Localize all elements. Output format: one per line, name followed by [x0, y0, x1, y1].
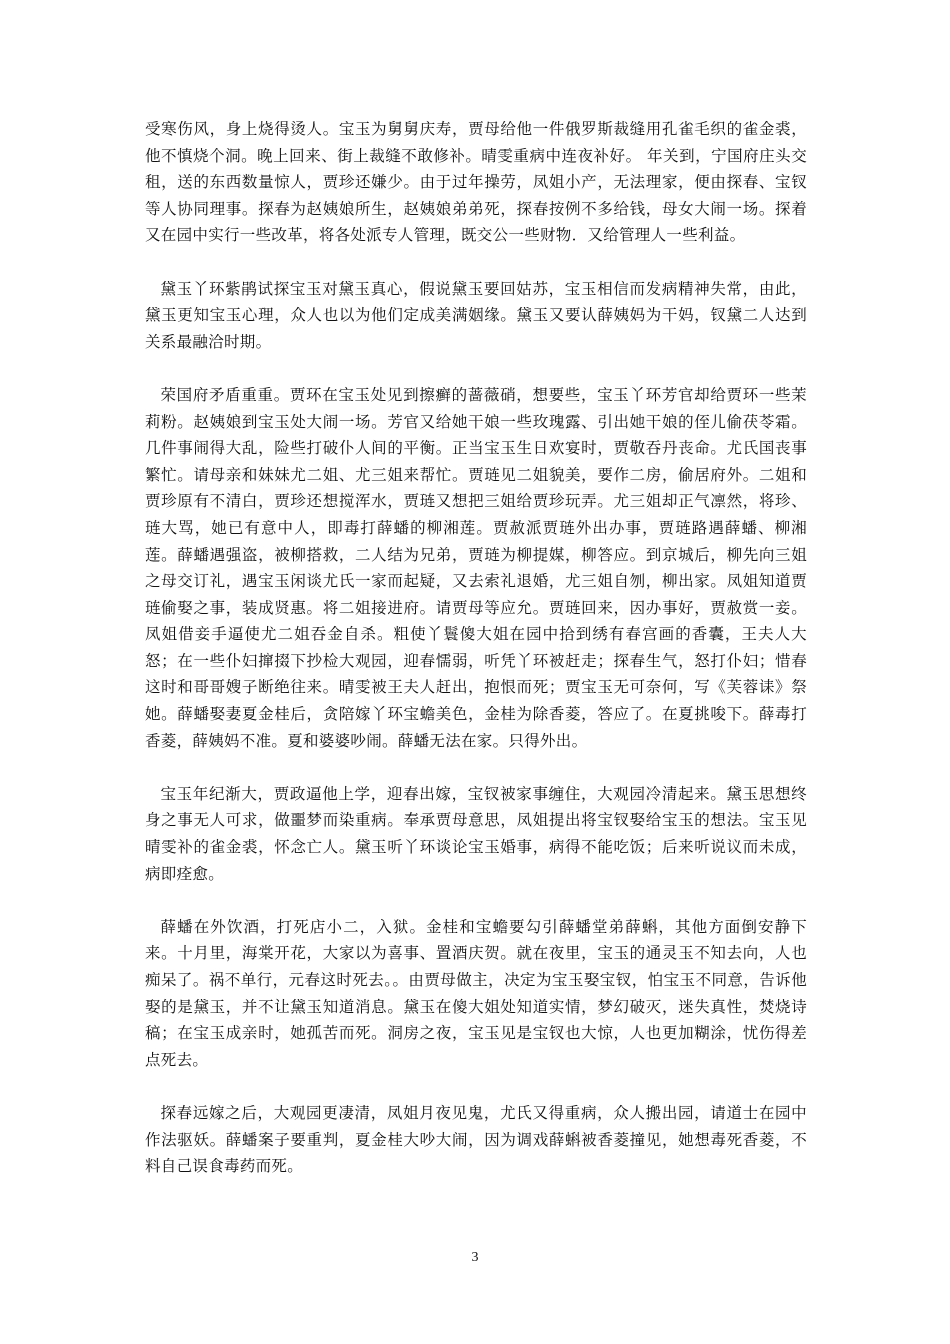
paragraph-2: 黛玉丫环紫鹃试探宝玉对黛玉真心，假说黛玉要回姑苏，宝玉相信而发病精神失常，由此，黛玉更知宝玉心理，众人也以为他们定成美满姻缘。黛玉又要认薛姨妈为干妈，钗黛二人达到关系最融洽时期。	[145, 279, 807, 351]
paragraph-5: 薛蟠在外饮酒，打死店小二，入狱。金桂和宝蟾要勾引薛蟠堂弟薛蝌，其他方面倒安静下来。十月里，海棠开花，大家以为喜事、置酒庆贺。就在夜里，宝玉的通灵玉不知去向，人也痴呆了。祸不单行，元春这时死去。。由贾母做主，决定为宝玉娶宝钗，怕宝玉不同意，告诉他娶的是黛玉，并不让黛玉知道消息。黛玉在傻大姐处知道实情，梦幻破灭，迷失真性，焚烧诗稿；在宝玉成亲时，她孤苦而死。洞房之夜，宝玉见是宝钗也大惊，人也更加糊涂，忧伤得差点死去。	[145, 917, 807, 1069]
paragraph-4: 宝玉年纪渐大，贾政逼他上学，迎春出嫁，宝钗被家事缠住，大观园冷清起来。黛玉思想终身之事无人可求，做噩梦而染重病。奉承贾母意思，凤姐提出将宝钗娶给宝玉的想法。宝玉见晴雯补的雀金裘，怀念亡人。黛玉听丫环谈论宝玉婚事，病得不能吃饭；后来听说议而未成，病即痊愈。	[145, 784, 807, 883]
paragraph-6: 探春远嫁之后，大观园更凄清，凤姐月夜见鬼，尤氏又得重病，众人搬出园，请道士在园中作法驱妖。薛蟠案子要重判，夏金桂大吵大闹，因为调戏薛蝌被香菱撞见，她想毒死香菱，不料自己误食毒药而死。	[145, 1103, 807, 1176]
page-number: 3	[471, 1250, 479, 1265]
paragraph-1: 受寒伤风，身上烧得烫人。宝玉为舅舅庆寿，贾母给他一件俄罗斯裁缝用孔雀毛织的雀金裘，他不慎烧个洞。晚上回来、街上裁缝不敢修补。晴雯重病中连夜补好。 年关到，宁国府庄头交租，送的东西数量惊人，贾珍还嫌少。由于过年操劳，凤姐小产，无法理家，便由探春、宝钗等人协同理事。探春为赵姨娘所生，赵姨娘弟弟死，探春按例不多给钱，母女大闹一场。探着又在园中实行一些改革，将各处派专人管理，既交公一些财物．又给管理人一些利益。	[145, 120, 807, 245]
paragraph-3: 荣国府矛盾重重。贾环在宝玉处见到擦癣的蔷薇硝，想要些，宝玉丫环芳官却给贾环一些茉莉粉。赵姨娘到宝玉处大闹一场。芳官又给她干娘一些玫瑰露、引出她干娘的侄儿偷茯苓霜。几件事闹得大乱，险些打破仆人间的平衡。正当宝玉生日欢宴时，贾敬吞丹丧命。尤氏国丧事繁忙。请母亲和妹妹尤二姐、尤三姐来帮忙。贾琏见二姐貌美，要作二房，偷居府外。二姐和贾珍原有不清白，贾珍还想搅浑水，贾琏又想把三姐给贾珍玩弄。尤三姐却正气凛然，将珍、琏大骂，她已有意中人，即毒打薛蟠的柳湘莲。贾赦派贾琏外出办事，贾琏路遇薛蟠、柳湘莲。薛蟠遇强盗，被柳搭救，二人结为兄弟，贾琏为柳提媒，柳答应。到京城后，柳先向三姐之母交订礼，遇宝玉闲谈尤氏一家而起疑，又去索礼退婚，尤三姐自刎，柳出家。凤姐知道贾琏偷娶之事，装成贤惠。将二姐接进府。请贾母等应允。贾琏回来，因办事好，贾赦赏一妾。凤姐借妾手逼使尤二姐吞金自杀。粗使丫鬟傻大姐在园中拾到绣有春宫画的香囊，王夫人大怒；在一些仆妇撺掇下抄检大观园，迎春懦弱，听凭丫环被赶走；探春生气，怒打仆妇；惜春这时和哥哥嫂子断绝往来。晴雯被王夫人赶出，抱恨而死；贾宝玉无可奈何，写《芙蓉诔》祭她。薛蟠娶妻夏金桂后，贪陪嫁丫环宝蟾美色，金桂为除香菱，答应了。在夏挑唆下。薛毒打香菱，薛姨妈不准。夏和婆婆吵闹。薛蟠无法在家。只得外出。	[145, 385, 807, 750]
document-body	[145, 116, 807, 1180]
